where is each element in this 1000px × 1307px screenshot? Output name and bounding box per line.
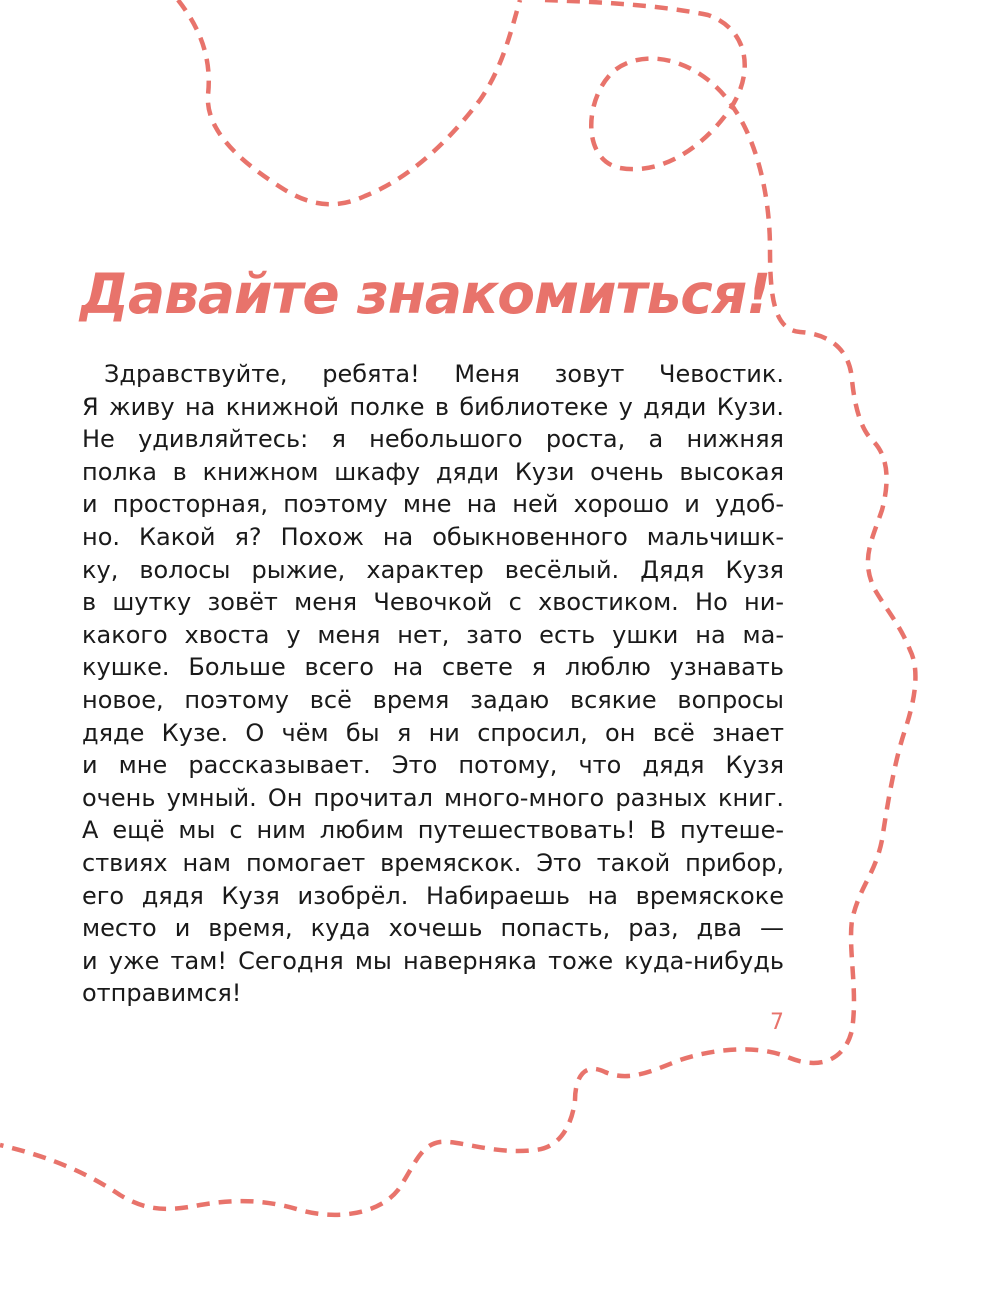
paragraph-line: и просторная, поэтому мне на ней хорошо и удоб- (82, 490, 784, 519)
page-number: 7 (770, 1010, 784, 1035)
page-title: Давайте знакомиться! (80, 262, 771, 326)
dashed-path-top (178, 0, 520, 204)
paragraph-line: Здравствуйте, ребята! Меня зовут Чевостик. (104, 360, 784, 388)
paragraph-line: и мне рассказывает. Это потому, что дядя Кузя (82, 751, 784, 780)
paragraph-line: новое, поэтому всё время задаю всякие вопросы (82, 685, 784, 714)
paragraph-line: его дядя Кузя изобрёл. Набираешь на времяскоке (82, 881, 784, 910)
paragraph-line: дяде Кузе. О чём бы я ни спросил, он всё знает (82, 718, 784, 747)
paragraph-line: очень умный. Он прочитал много-много разных книг. (82, 783, 784, 812)
intro-paragraph (82, 358, 784, 1010)
paragraph-line: какого хвоста у меня нет, зато есть ушки на ма- (82, 620, 784, 649)
paragraph-line: кушке. Больше всего на свете я люблю узнавать (82, 653, 784, 682)
paragraph-line: Я живу на книжной полке в библиотеке у дяди Кузи. (82, 392, 784, 421)
paragraph-line: в шутку зовёт меня Чевочкой с хвостиком. Но ни- (82, 588, 784, 617)
paragraph-line: ствиях нам помогает времяскок. Это такой прибор, (82, 848, 784, 877)
paragraph-line: Не удивляйтесь: я небольшого роста, а нижняя (82, 425, 784, 454)
paragraph-line: место и время, куда хочешь попасть, раз, два — (82, 914, 784, 943)
paragraph-line: ку, волосы рыжие, характер весёлый. Дядя Кузя (82, 555, 784, 584)
paragraph-line: и уже там! Сегодня мы наверняка тоже куда-нибудь (82, 946, 784, 975)
paragraph-line: полка в книжном шкафу дяди Кузи очень высокая (82, 457, 784, 486)
paragraph-line: А ещё мы с ним любим путешествовать! В путеше- (82, 816, 784, 845)
paragraph-line: но. Какой я? Похож на обыкновенного мальчишк- (82, 522, 784, 551)
paragraph-line: отправимся! (82, 979, 242, 1008)
